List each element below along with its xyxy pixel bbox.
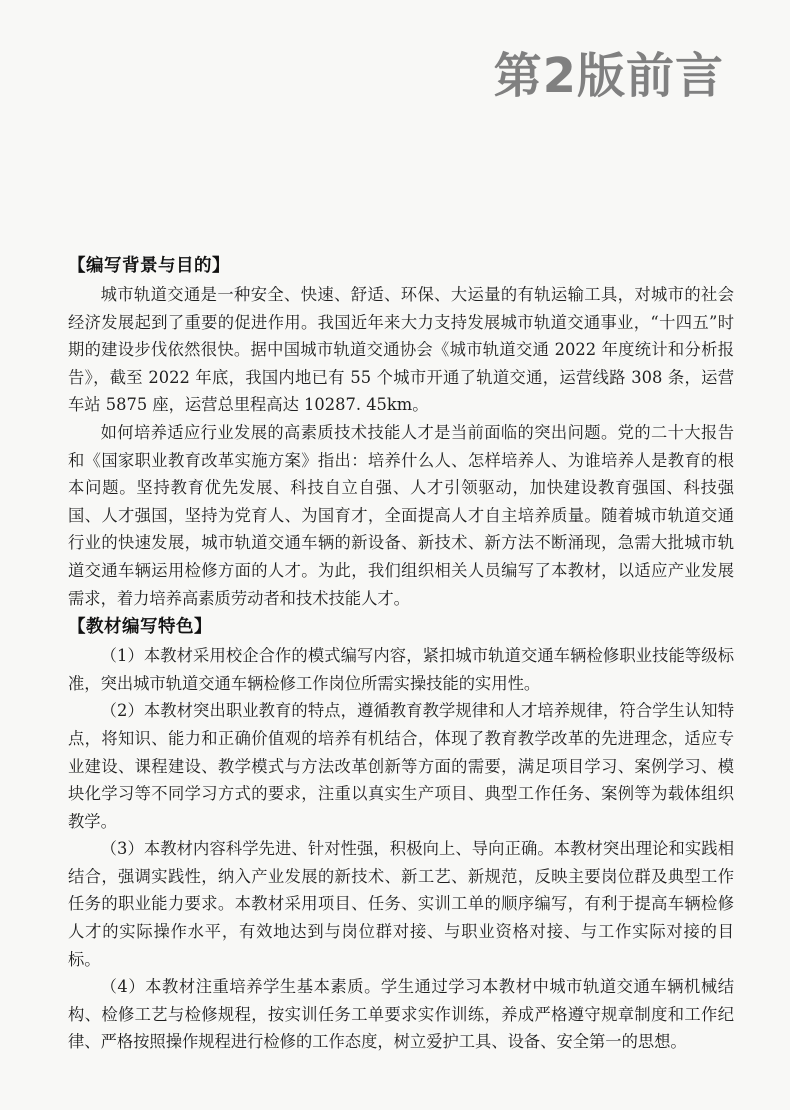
paragraph: 城市轨道交通是一种安全、快速、舒适、环保、大运量的有轨运输工具，对城市的社会经济发展起到了重要的促进作用。我国近年来大力支持发展城市轨道交通事业，“十四五”时期的建设步伐依然很快。据中国城市轨道交通协会《城市轨道交通 2022 年度统计和分析报告》，截至 2022 年底，我国内地已有 55 个城市开通了轨道交通，运营线路 308 条，运营车站 5875 座，运营总里程高达 10287. 45km。	[68, 285, 734, 415]
paragraph: 如何培养适应行业发展的高素质技术技能人才是当前面临的突出问题。党的二十大报告和《国家职业教育改革实施方案》指出：培养什么人、怎样培养人、为谁培养人是教育的根本问题。坚持教育优先发展、科技自立自强、人才引领驱动，加快建设教育强国、科技强国、人才强国，坚持为党育人、为国育才，全面提高人才自主培养质量。随着城市轨道交通行业的快速发展，城市轨道交通车辆的新设备、新技术、新方法不断涌现，急需大批城市轨道交通车辆运用检修方面的人才。为此，我们组织相关人员编写了本教材，以适应产业发展需求，着力培养高素质劳动者和技术技能人才。	[68, 422, 734, 608]
paragraph: （1）本教材采用校企合作的模式编写内容，紧扣城市轨道交通车辆检修职业技能等级标准，突出城市轨道交通车辆检修工作岗位所需实操技能的实用性。	[68, 646, 734, 693]
preface-body	[68, 251, 734, 1056]
paragraph: （4）本教材注重培养学生基本素质。学生通过学习本教材中城市轨道交通车辆机械结构、检修工艺与检修规程，按实训任务工单要求实作训练，养成严格遵守规章制度和工作纪律、严格按照操作规程进行检修的工作态度，树立爱护工具、设备、安全第一的思想。	[68, 977, 734, 1052]
page-title: 第2版前言	[493, 48, 724, 104]
section-heading-features: 【教材编写特色】	[68, 617, 212, 638]
section-heading-background: 【编写背景与目的】	[68, 256, 230, 276]
paragraph: （2）本教材突出职业教育的特点，遵循教育教学规律和人才培养规律，符合学生认知特点，将知识、能力和正确价值观的培养有机结合，体现了教育教学改革的先进理念，适应专业建设、课程建设、教学模式与方法改革创新等方面的需要，满足项目学习、案例学习、模块化学习等不同学习方式的要求，注重以真实生产项目、典型工作任务、案例等为载体组织教学。	[68, 701, 734, 831]
paragraph: （3）本教材内容科学先进、针对性强，积极向上、导向正确。本教材突出理论和实践相结合，强调实践性，纳入产业发展的新技术、新工艺、新规范，反映主要岗位群及典型工作任务的职业能力要求。本教材采用项目、任务、实训工单的顺序编写，有利于提高车辆检修人才的实际操作水平，有效地达到与岗位群对接、与职业资格对接、与工作实际对接的目标。	[68, 839, 734, 969]
